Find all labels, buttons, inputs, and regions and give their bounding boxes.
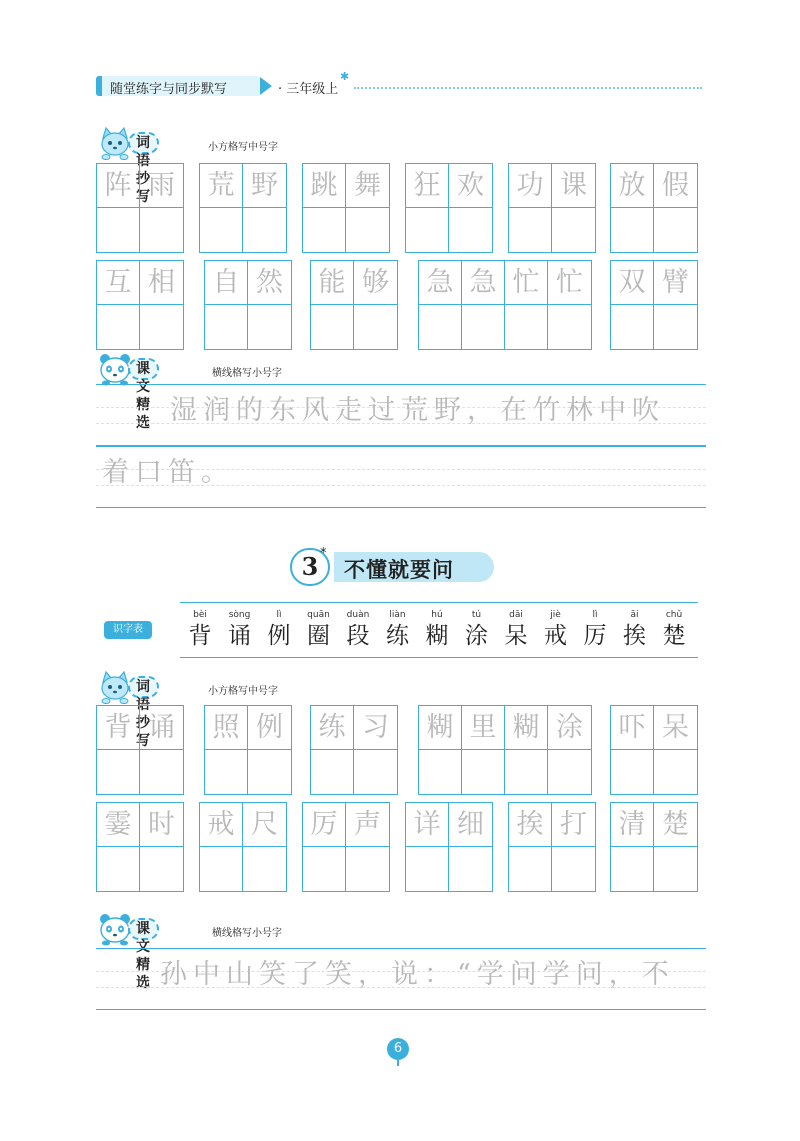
tianzige-cell[interactable]	[611, 706, 654, 794]
trace-character: 雨	[148, 170, 175, 201]
trace-character: 详	[413, 809, 441, 840]
section-instruction: 小方格写中号字	[208, 142, 278, 153]
writing-line[interactable]	[96, 384, 706, 446]
book-title-pill	[96, 76, 260, 96]
header-dotted-line	[354, 87, 702, 89]
tianzige-cell[interactable]	[140, 803, 183, 891]
trace-character: 厉	[310, 809, 338, 840]
word-box	[610, 260, 698, 350]
recognition-character	[615, 603, 655, 651]
trace-character: 清	[618, 809, 646, 840]
tianzige-cell[interactable]	[140, 706, 183, 794]
tianzige-cell[interactable]	[97, 164, 140, 252]
trace-character: 功	[516, 170, 544, 201]
trace-character: 尺	[251, 809, 278, 840]
trace-character: 假	[662, 170, 689, 201]
hanzi: 楚	[662, 623, 686, 649]
section-title: 词语抄写	[128, 132, 159, 154]
guide-line	[96, 384, 706, 385]
trace-character: 互	[104, 267, 132, 298]
trace-character: 舞	[354, 170, 381, 201]
trace-character: 练	[318, 712, 346, 743]
tianzige-cell[interactable]	[354, 706, 397, 794]
trace-character: 诵	[148, 712, 175, 743]
tianzige-cell[interactable]	[462, 261, 505, 349]
word-box	[610, 163, 698, 253]
trace-character: 自	[212, 267, 240, 298]
pinyin: bèi	[193, 610, 207, 620]
word-box	[96, 705, 184, 795]
hanzi: 练	[386, 623, 409, 649]
pinyin: dāi	[509, 610, 523, 620]
word-box	[310, 705, 398, 795]
tianzige-cell[interactable]	[248, 261, 291, 349]
section-instruction: 横线格写小号字	[212, 368, 282, 379]
pinyin: liàn	[389, 610, 406, 620]
book-title: 随堂练字与同步默写	[110, 82, 228, 97]
tianzige-cell[interactable]	[611, 164, 654, 252]
pinyin: duàn	[346, 610, 370, 620]
trace-character: 忙	[512, 267, 540, 298]
recognition-character	[654, 603, 694, 651]
hanzi: 例	[267, 623, 291, 649]
tianzige-cell[interactable]	[311, 706, 354, 794]
word-box	[610, 802, 698, 892]
recognition-character	[299, 603, 339, 651]
trace-character: 打	[560, 809, 587, 840]
tianzige-cell[interactable]	[205, 706, 248, 794]
tianzige-cell[interactable]	[303, 803, 346, 891]
tianzige-cell[interactable]	[346, 164, 389, 252]
guide-line	[96, 507, 706, 508]
tianzige-cell[interactable]	[311, 261, 354, 349]
trace-text: 着口笛。	[102, 457, 234, 488]
word-box	[405, 802, 493, 892]
trace-character: 挨	[516, 809, 544, 840]
trace-character: 照	[212, 712, 240, 743]
tianzige-cell[interactable]	[406, 803, 449, 891]
trace-character: 双	[618, 267, 646, 298]
trace-character: 急	[426, 267, 454, 298]
panda-mascot-icon	[98, 912, 132, 946]
guide-line	[96, 948, 706, 949]
tianzige-cell[interactable]	[243, 803, 286, 891]
trace-character: 糊	[426, 712, 454, 743]
hanzi: 背	[188, 623, 212, 649]
tianzige-cell[interactable]	[248, 706, 291, 794]
passage-lines-2	[96, 948, 706, 1010]
page-number: 6	[387, 1038, 409, 1060]
recognition-character	[259, 603, 299, 651]
recognition-character	[220, 603, 260, 651]
page-header	[96, 70, 706, 98]
grade-label: · 三年级上	[278, 82, 339, 97]
trace-character: 楚	[662, 809, 689, 840]
trace-character: 狂	[413, 170, 441, 201]
hanzi: 厉	[583, 623, 607, 649]
tianzige-cell[interactable]	[509, 164, 552, 252]
tianzige-cell[interactable]	[419, 706, 462, 794]
tianzige-cell[interactable]	[462, 706, 505, 794]
trace-text: 湿润的东风走过荒野，在竹林中吹	[170, 395, 665, 426]
pinyin: tú	[471, 610, 482, 620]
trace-character: 课	[560, 170, 587, 201]
pinyin: lì	[276, 610, 282, 620]
word-box	[302, 163, 390, 253]
recognition-character	[417, 603, 457, 651]
tianzige-cell[interactable]	[406, 164, 449, 252]
pinyin: quān	[307, 610, 330, 620]
trace-character: 放	[618, 170, 646, 201]
recognition-character	[338, 603, 378, 651]
word-box	[199, 802, 287, 892]
section-title: 课文精选	[128, 358, 159, 380]
pinyin: lì	[592, 610, 598, 620]
tianzige-cell[interactable]	[611, 261, 654, 349]
tianzige-cell[interactable]	[200, 164, 243, 252]
trace-character: 欢	[457, 170, 484, 201]
recognition-character	[575, 603, 615, 651]
hanzi: 糊	[425, 623, 449, 649]
trace-character: 够	[362, 267, 389, 298]
tianzige-cell[interactable]	[552, 803, 595, 891]
trace-character: 霎	[104, 809, 132, 840]
tianzige-cell[interactable]	[140, 261, 183, 349]
recognition-character	[457, 603, 497, 651]
hanzi: 挨	[623, 623, 646, 649]
trace-character: 糊	[512, 712, 540, 743]
tianzige-cell[interactable]	[654, 706, 697, 794]
trace-character: 能	[318, 267, 346, 298]
trace-character: 然	[256, 267, 283, 298]
trace-character: 涂	[556, 712, 583, 743]
tianzige-cell[interactable]	[140, 164, 183, 252]
tianzige-cell[interactable]	[611, 803, 654, 891]
tianzige-cell[interactable]	[419, 261, 462, 349]
tianzige-cell[interactable]	[97, 706, 140, 794]
word-box	[204, 260, 292, 350]
recognition-character	[180, 603, 220, 651]
hanzi: 圈	[307, 623, 330, 649]
word-box	[405, 163, 493, 253]
lesson-number: 3	[290, 548, 330, 586]
tianzige-cell[interactable]	[449, 803, 492, 891]
lesson-star: *	[320, 546, 327, 561]
section-title: 课文精选	[128, 918, 159, 940]
pinyin: hú	[431, 610, 443, 620]
section-title: 词语抄写	[128, 676, 159, 698]
writing-line[interactable]	[96, 446, 706, 508]
arrow-right-icon	[260, 77, 272, 95]
recognition-table	[180, 602, 698, 658]
tianzige-cell[interactable]	[346, 803, 389, 891]
cat-mascot-icon	[98, 126, 132, 160]
word-box	[610, 705, 698, 795]
trace-character: 例	[256, 712, 283, 743]
recognition-table-label: 识字表	[104, 621, 152, 639]
passage-lines-1	[96, 384, 706, 508]
trace-character: 呆	[662, 712, 689, 743]
tianzige-cell[interactable]	[505, 706, 548, 794]
tianzige-cell[interactable]	[654, 803, 697, 891]
recognition-character	[536, 603, 576, 651]
recognition-character	[378, 603, 418, 651]
title-pill-bar	[96, 76, 102, 96]
trace-character: 野	[251, 170, 278, 201]
tianzige-cell[interactable]	[505, 261, 548, 349]
pinyin: jiè	[550, 610, 561, 620]
tianzige-cell[interactable]	[354, 261, 397, 349]
tianzige-cell[interactable]	[97, 261, 140, 349]
section-instruction: 横线格写小号字	[212, 928, 282, 939]
trace-character: 忙	[556, 267, 583, 298]
word-box	[96, 802, 184, 892]
hanzi: 涂	[465, 623, 488, 649]
hanzi: 呆	[504, 623, 528, 649]
word-box	[310, 260, 398, 350]
tianzige-cell[interactable]	[548, 261, 591, 349]
trace-character: 荒	[207, 170, 235, 201]
cat-mascot-icon	[98, 670, 132, 704]
trace-character: 阵	[104, 170, 132, 201]
trace-text: 孙中山笑了笑，说：“学问学问，不	[160, 959, 675, 990]
tianzige-cell[interactable]	[449, 164, 492, 252]
word-box	[199, 163, 287, 253]
tianzige-cell[interactable]	[200, 803, 243, 891]
pinyin: sòng	[228, 610, 251, 620]
word-box	[96, 163, 184, 253]
tianzige-cell[interactable]	[243, 164, 286, 252]
trace-character: 跳	[310, 170, 338, 201]
tianzige-cell[interactable]	[509, 803, 552, 891]
tianzige-cell[interactable]	[303, 164, 346, 252]
pinyin: āi	[630, 610, 639, 620]
word-box	[418, 705, 592, 795]
trace-character: 习	[362, 712, 389, 743]
word-box	[204, 705, 292, 795]
trace-character: 声	[354, 809, 381, 840]
trace-character: 相	[148, 267, 175, 298]
tianzige-cell[interactable]	[205, 261, 248, 349]
tianzige-cell[interactable]	[552, 164, 595, 252]
word-box	[508, 163, 596, 253]
hanzi: 诵	[228, 623, 251, 649]
tianzige-cell[interactable]	[654, 164, 697, 252]
word-box	[96, 260, 184, 350]
tianzige-cell[interactable]	[548, 706, 591, 794]
writing-line[interactable]	[96, 948, 706, 1010]
recognition-character	[496, 603, 536, 651]
trace-character: 臂	[662, 267, 689, 298]
grade-text: 三年级上	[286, 82, 339, 97]
section-instruction: 小方格写中号字	[208, 686, 278, 697]
guide-line	[96, 446, 706, 447]
trace-character: 急	[469, 267, 497, 298]
panda-mascot-icon	[98, 352, 132, 386]
word-box	[302, 802, 390, 892]
trace-character: 时	[148, 809, 175, 840]
star-icon: ✱	[340, 70, 350, 83]
trace-character: 吓	[618, 712, 646, 743]
hanzi: 戒	[544, 623, 567, 649]
page-number-tick	[397, 1060, 399, 1066]
word-box	[418, 260, 592, 350]
guide-line	[96, 1009, 706, 1010]
tianzige-cell[interactable]	[97, 803, 140, 891]
trace-character: 里	[469, 712, 497, 743]
lesson-title-text: 不懂就要问	[344, 558, 454, 582]
word-box	[508, 802, 596, 892]
tianzige-cell[interactable]	[654, 261, 697, 349]
trace-character: 背	[104, 712, 132, 743]
pinyin: chǔ	[665, 610, 683, 620]
trace-character: 细	[457, 809, 484, 840]
hanzi: 段	[346, 623, 370, 649]
trace-character: 戒	[207, 809, 235, 840]
